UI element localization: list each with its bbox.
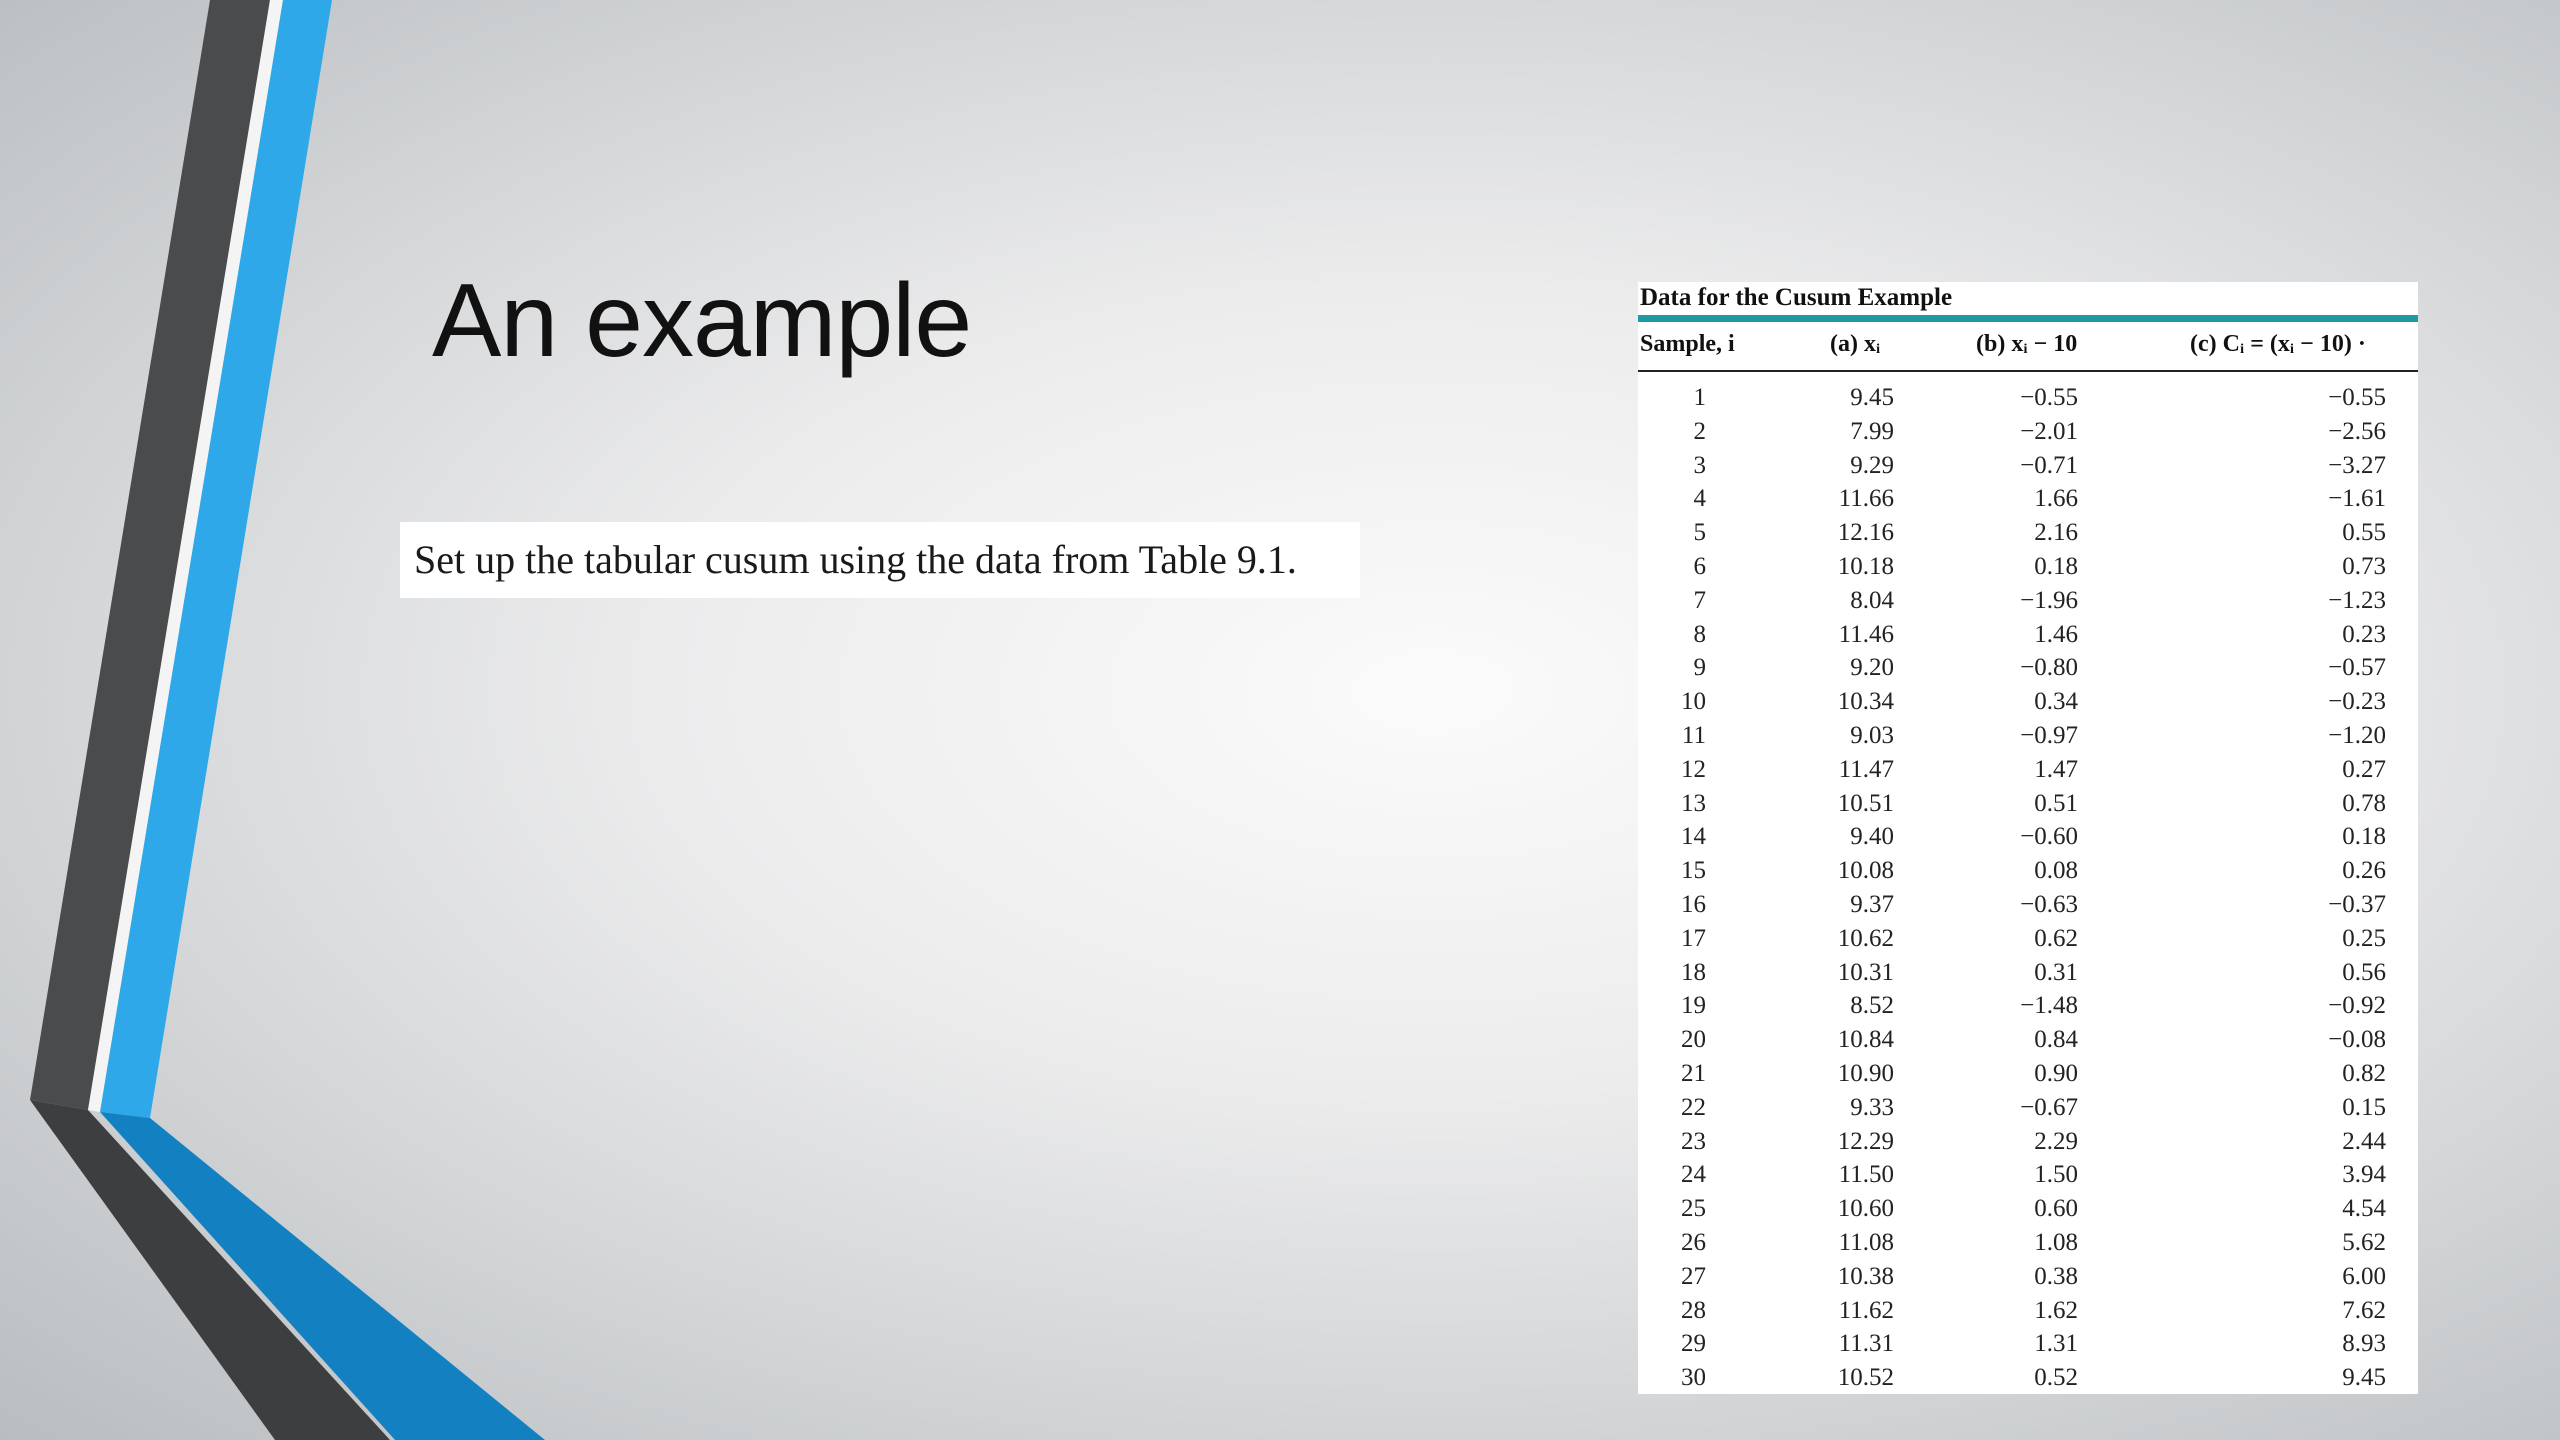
cell-sample: 28 [1681,1296,1706,1324]
table-header-row [1638,322,2418,366]
cell-b: −0.55 [2020,384,2078,411]
cell-sample: 18 [1681,958,1706,986]
table-row [1638,1125,2418,1159]
cell-b: −1.48 [2020,992,2078,1020]
cell-c: 0.18 [2342,823,2386,851]
cell-a: 10.08 [1837,857,1894,885]
cell-sample: 7 [1693,586,1706,614]
header-c: (c) Cᵢ = (xᵢ − 10) · [2190,331,2366,357]
cell-b: 1.62 [2034,1296,2078,1324]
cell-sample: 9 [1693,654,1706,682]
cell-a: 10.60 [1837,1195,1894,1223]
cell-a: 11.62 [1838,1296,1894,1324]
cell-b: 0.31 [2034,958,2078,986]
cell-c: 8.93 [2342,1330,2386,1358]
table-row [1638,989,2418,1023]
cell-c: 0.55 [2342,519,2386,547]
cell-b: 1.08 [2034,1228,2078,1256]
cell-c: −0.92 [2328,992,2386,1020]
cell-b: 0.34 [2034,688,2078,716]
cell-sample: 12 [1681,755,1706,783]
cell-sample: 10 [1681,688,1706,716]
cell-b: 1.50 [2034,1161,2078,1189]
cell-b: 0.52 [2034,1364,2078,1392]
cell-c: 0.25 [2342,924,2386,952]
cell-b: 0.51 [2034,789,2078,817]
cell-b: −0.97 [2020,721,2078,749]
cell-a: 10.34 [1837,688,1894,716]
cell-sample: 3 [1693,451,1706,479]
cell-b: −0.60 [2020,823,2078,851]
cell-c: 0.23 [2342,620,2386,648]
cell-c: −1.20 [2328,721,2386,749]
cell-c: 0.73 [2342,552,2386,580]
cell-a: 11.31 [1838,1330,1894,1358]
cell-sample: 5 [1693,519,1706,547]
cell-a: 7.99 [1850,417,1894,445]
cell-sample: 8 [1693,620,1706,648]
table-header-rule [1638,370,2418,372]
cell-c: 0.27 [2342,755,2386,783]
table-row [1638,381,2418,415]
cell-a: 9.29 [1850,451,1894,479]
cell-sample: 2 [1693,417,1706,445]
cell-c: 0.56 [2342,958,2386,986]
cell-b: −0.63 [2020,890,2078,918]
cell-sample: 4 [1693,485,1706,513]
cell-a: 9.33 [1850,1093,1894,1121]
cell-b: −0.71 [2020,451,2078,479]
cell-a: 12.29 [1837,1127,1894,1155]
cell-c: −0.37 [2328,890,2386,918]
cell-sample: 17 [1681,924,1706,952]
cell-c: 0.82 [2342,1059,2386,1087]
cell-c: −2.56 [2328,417,2386,445]
cell-a: 10.52 [1837,1364,1894,1392]
cell-a: 11.47 [1838,755,1894,783]
table-row [1638,1327,2418,1361]
table-row [1638,1192,2418,1226]
cell-a: 10.38 [1837,1262,1894,1290]
cell-sample: 14 [1681,823,1706,851]
cell-sample: 20 [1681,1026,1706,1054]
cell-b: 0.18 [2034,552,2078,580]
table-row [1638,651,2418,685]
cell-c: 0.26 [2342,857,2386,885]
cell-c: −0.57 [2328,654,2386,682]
cell-b: 1.46 [2034,620,2078,648]
cell-a: 10.62 [1837,924,1894,952]
header-sample: Sample, i [1640,331,1735,357]
cell-a: 11.66 [1838,485,1894,513]
table-row [1638,956,2418,990]
cell-sample: 22 [1681,1093,1706,1121]
cell-c: 4.54 [2342,1195,2386,1223]
cell-c: −0.08 [2328,1026,2386,1054]
table-row [1638,719,2418,753]
table-top-rule [1638,315,2418,322]
table-body [1638,381,2418,1394]
cell-sample: 13 [1681,789,1706,817]
table-title: Data for the Cusum Example [1640,284,1953,311]
cell-b: 1.31 [2034,1330,2078,1358]
table-row [1638,888,2418,922]
cell-a: 9.45 [1850,384,1894,411]
cell-c: 0.15 [2342,1093,2386,1121]
cell-c: −0.23 [2328,688,2386,716]
cell-sample: 30 [1681,1364,1706,1392]
cell-b: −0.67 [2020,1093,2078,1121]
cell-c: 3.94 [2342,1161,2386,1189]
table-row [1638,854,2418,888]
slide-title: An example [432,263,972,379]
cell-a: 10.51 [1837,789,1894,817]
cell-sample: 21 [1681,1059,1706,1087]
cell-c: −1.61 [2328,485,2386,513]
header-b: (b) xᵢ − 10 [1976,331,2078,357]
cell-b: 0.84 [2034,1026,2078,1054]
table-row [1638,584,2418,618]
cell-c: 2.44 [2342,1127,2386,1155]
table-row [1638,1057,2418,1091]
cell-a: 9.37 [1850,890,1894,918]
cell-c: 0.78 [2342,789,2386,817]
cell-sample: 24 [1681,1161,1706,1189]
cell-b: 0.60 [2034,1195,2078,1223]
cell-sample: 29 [1681,1330,1706,1358]
cell-c: 6.00 [2342,1262,2386,1290]
cell-c: 5.62 [2342,1228,2386,1256]
cell-b: −0.80 [2020,654,2078,682]
cell-sample: 19 [1681,992,1706,1020]
cell-sample: 6 [1693,552,1706,580]
cell-b: 2.16 [2034,519,2078,547]
cell-a: 10.18 [1837,552,1894,580]
cell-c: 7.62 [2342,1296,2386,1324]
cell-c: −3.27 [2328,451,2386,479]
table-row [1638,1091,2418,1125]
cell-sample: 27 [1681,1262,1706,1290]
cell-a: 11.50 [1838,1161,1894,1189]
cell-sample: 15 [1681,857,1706,885]
cell-a: 12.16 [1837,519,1894,547]
cell-b: 0.90 [2034,1059,2078,1087]
cell-a: 11.08 [1838,1228,1894,1256]
table-row [1638,1023,2418,1057]
cell-a: 10.90 [1837,1059,1894,1087]
cell-c: −1.23 [2328,586,2386,614]
cell-c: −0.55 [2328,384,2386,411]
cell-b: 1.47 [2034,755,2078,783]
header-a: (a) xᵢ [1830,331,1881,357]
cell-sample: 25 [1681,1195,1706,1223]
prompt-text: Set up the tabular cusum using the data from Table 9.1. [414,537,1297,582]
table-row [1638,820,2418,854]
table-row [1638,1226,2418,1260]
cell-b: 1.66 [2034,485,2078,513]
cell-b: 0.62 [2034,924,2078,952]
cell-a: 10.84 [1837,1026,1894,1054]
cell-b: −1.96 [2020,586,2078,614]
cell-b: 0.38 [2034,1262,2078,1290]
prompt-box [400,522,1360,598]
cell-a: 9.20 [1850,654,1894,682]
table-row [1638,1361,2418,1394]
cell-c: 9.45 [2342,1364,2386,1392]
cell-b: −2.01 [2020,417,2078,445]
table-row [1638,415,2418,449]
cell-b: 2.29 [2034,1127,2078,1155]
table-row [1638,1260,2418,1294]
table-row [1638,685,2418,719]
cell-a: 9.40 [1850,823,1894,851]
cell-sample: 26 [1681,1228,1706,1256]
table-row [1638,618,2418,652]
cell-a: 11.46 [1838,620,1894,648]
table-row [1638,449,2418,483]
table-row [1638,922,2418,956]
cell-sample: 11 [1681,721,1706,749]
cusum-data-table [1638,282,2418,1394]
cell-sample: 1 [1693,384,1706,411]
cell-a: 10.31 [1837,958,1894,986]
cell-a: 9.03 [1850,721,1894,749]
cell-sample: 16 [1681,890,1706,918]
cell-sample: 23 [1681,1127,1706,1155]
table-row [1638,516,2418,550]
cell-a: 8.52 [1850,992,1894,1020]
table-row [1638,753,2418,787]
cell-b: 0.08 [2034,857,2078,885]
table-row [1638,482,2418,516]
table-row [1638,550,2418,584]
table-row [1638,1294,2418,1328]
table-row [1638,787,2418,821]
table-row [1638,1158,2418,1192]
cell-a: 8.04 [1850,586,1894,614]
